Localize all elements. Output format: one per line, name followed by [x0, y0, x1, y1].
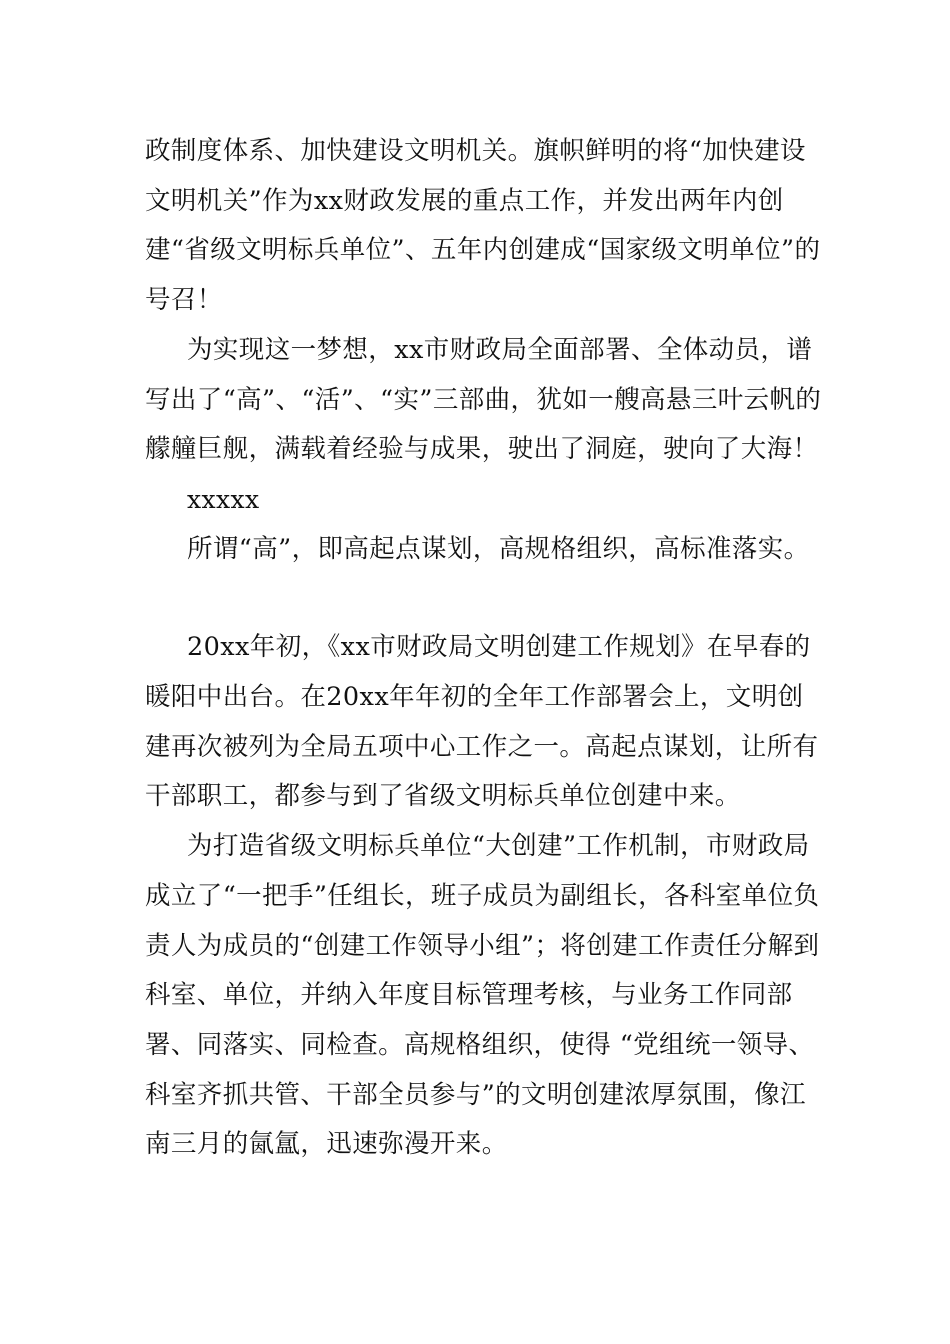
section-heading: xxxxx — [187, 484, 260, 514]
paragraph-organization: 为打造省级文明标兵单位“大创建”工作机制，市财政局成立了“一把手”任组长，班子成员为副组长，各科室单位负责人为成员的“创建工作领导小组”；将创建工作责任分解到科室、单位，并纳入年度目标管理考核，与业务工作同部署、同落实、同检查。高规格组织，使得 “党组统一领导、科室齐抓共管、干部全员参与”的文明创建浓厚氛围，像江南三月的氤氲，迅速弥漫开来。 — [145, 831, 820, 1160]
paragraph-intro-continuation: 政制度体系、加快建设文明机关。旗帜鲜明的将“加快建设文明机关”作为xx财政发展的重点工作，并发出两年内创建“省级文明标兵单位”、五年内创建成“国家级文明单位”的号召！ — [145, 136, 821, 316]
paragraph-dream: 为实现这一梦想，xx市财政局全面部署、全体动员，谱写出了“高”、“活”、“实”三部曲，犹如一艘高悬三叶云帆的艨艟巨舰，满载着经验与成果，驶出了洞庭，驶向了大海！ — [145, 334, 822, 465]
paragraph-gao-definition: 所谓“高”，即高起点谋划，高规格组织，高标准落实。 — [187, 533, 810, 564]
paragraph-spacer — [145, 574, 825, 623]
document-body — [145, 127, 825, 1170]
paragraph-planning: 20xx年初，《xx市财政局文明创建工作规划》在早春的暖阳中出台。在20xx年年初的全年工作部署会上，文明创建再次被列为全局五项中心工作之一。高起点谋划，让所有干部职工，都参与到了省级文明标兵单位创建中来。 — [145, 632, 819, 812]
